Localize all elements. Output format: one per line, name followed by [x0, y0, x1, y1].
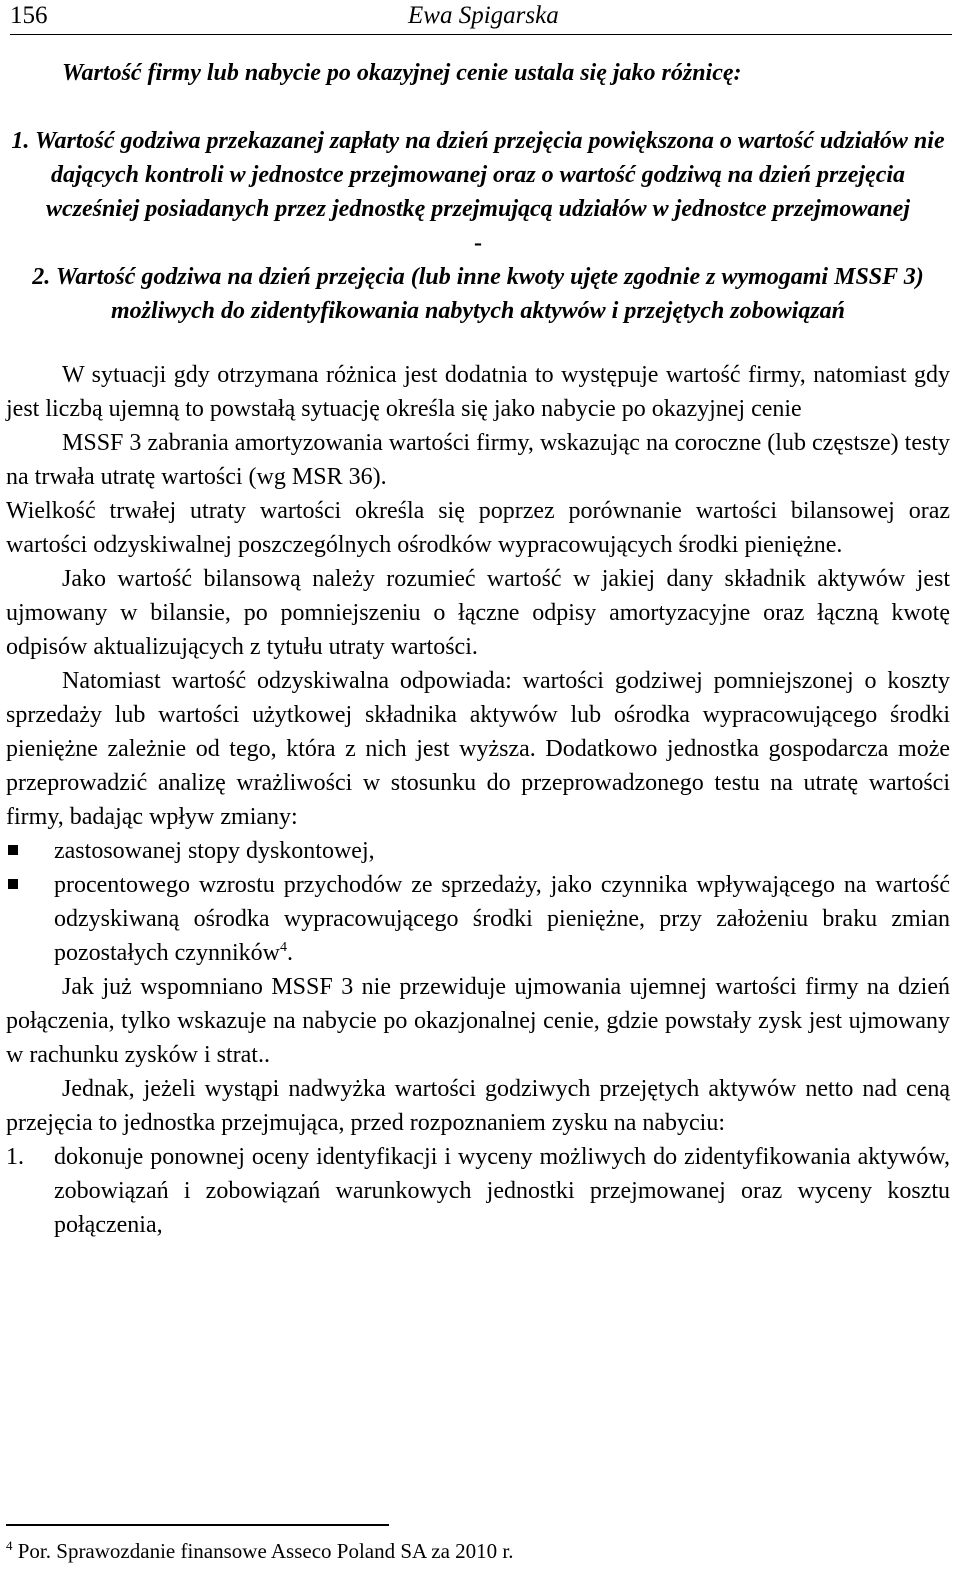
formula-item-2: 2. Wartość godziwa na dzień przejęcia (lub inne kwoty ujęte zgodnie z wymogami MSSF 3) możliwych do zidentyfikowania nabytych aktywów i przejętych zobowiązań [32, 264, 924, 324]
list-item [6, 1140, 950, 1242]
bullet-text: zastosowanej stopy dyskontowej, [54, 838, 375, 864]
list-item [6, 868, 950, 970]
paragraph-5: Natomiast wartość odzyskiwalna odpowiada: wartości godziwej pomniejszonej o koszty sprzedaży lub wartości użytkowej składnika aktywów lub ośrodka wypracowującego środki pieniężne zależnie od tego, która z nich jest wyższa. Dodatkowo jednostka gospodarcza może przeprowadzić analizę wrażliwości w stosunku do przeprowadzonego testu na utratę wartości firmy, badając wpływ zmiany: [6, 668, 950, 830]
minus-sign: - [474, 230, 482, 256]
square-bullet-icon [8, 845, 18, 855]
footnote-mark: 4 [6, 1538, 13, 1553]
page-number: 156 [10, 2, 48, 29]
bullet-text: procentowego wzrostu przychodów ze sprzedaży, jako czynnika wpływającego na wartość odzyskiwaną ośrodka wypracowującego środki pieniężne, przy założeniu braku zmian pozostałych czynników [54, 872, 950, 966]
running-head: Ewa Spigarska [408, 2, 559, 29]
square-bullet-icon [8, 879, 18, 889]
formula-item-1: 1. Wartość godziwa przekazanej zapłaty na dzień przejęcia powiększona o wartość udziałów nie dających kontroli w jednostce przejmowanej oraz o wartość godziwą na dzień przejęcia wcześniej posiadanych przez jednostkę przejmującą udziałów w jednostce przejmowanej [11, 128, 945, 222]
footnote-reference[interactable]: 4 [279, 940, 287, 955]
list-item [6, 834, 950, 868]
body-text [6, 56, 950, 1242]
footnote-divider [6, 1524, 389, 1526]
numbered-list [6, 1140, 950, 1242]
paragraph-3: Wielkość trwałej utraty wartości określa się poprzez porównanie wartości bilansowej oraz wartości odzyskiwalnej poszczególnych ośrodków wypracowujących środki pieniężne. [6, 498, 950, 558]
paragraph-6: Jak już wspomniano MSSF 3 nie przewiduje ujmowania ujemnej wartości firmy na dzień połączenia, tylko wskazuje na nabycie po okazjonalnej cenie, gdzie powstały zysk jest ujmowany w rachunku zysków i strat.. [6, 974, 950, 1068]
bullet-end: . [286, 940, 293, 966]
list-text: dokonuje ponownej oceny identyfikacji i wyceny możliwych do zidentyfikowania aktywów, zobowiązań i zobowiązań warunkowych jednostki przejmowanej oraz wyceny kosztu połączenia, [54, 1144, 950, 1238]
intro-line: Wartość firmy lub nabycie po okazyjnej cenie ustala się jako różnicę: [62, 60, 742, 86]
list-number: 1. [6, 1144, 24, 1170]
paragraph-2: MSSF 3 zabrania amortyzowania wartości firmy, wskazując na coroczne (lub częstsze) testy na trwała utratę wartości (wg MSR 36). [6, 430, 950, 490]
footnote [6, 1536, 514, 1566]
footnote-text: Por. Sprawozdanie finansowe Asseco Poland SA za 2010 r. [12, 1539, 514, 1563]
bullet-list [6, 834, 950, 970]
paragraph-7: Jednak, jeżeli wystąpi nadwyżka wartości godziwych przejętych aktywów netto nad ceną przejęcia to jednostka przejmująca, przed rozpoznaniem zysku na nabyciu: [6, 1076, 950, 1136]
paragraph-4: Jako wartość bilansową należy rozumieć wartość w jakiej dany składnik aktywów jest ujmowany w bilansie, po pomniejszeniu o łączne odpisy amortyzacyjne oraz łączną kwotę odpisów aktualizujących z tytułu utraty wartości. [6, 566, 950, 660]
paragraph-1: W sytuacji gdy otrzymana różnica jest dodatnia to występuje wartość firmy, natomiast gdy jest liczbą ujemną to powstałą sytuację określa się jako nabycie po okazyjnej cenie [6, 362, 950, 422]
page-header [10, 0, 952, 35]
